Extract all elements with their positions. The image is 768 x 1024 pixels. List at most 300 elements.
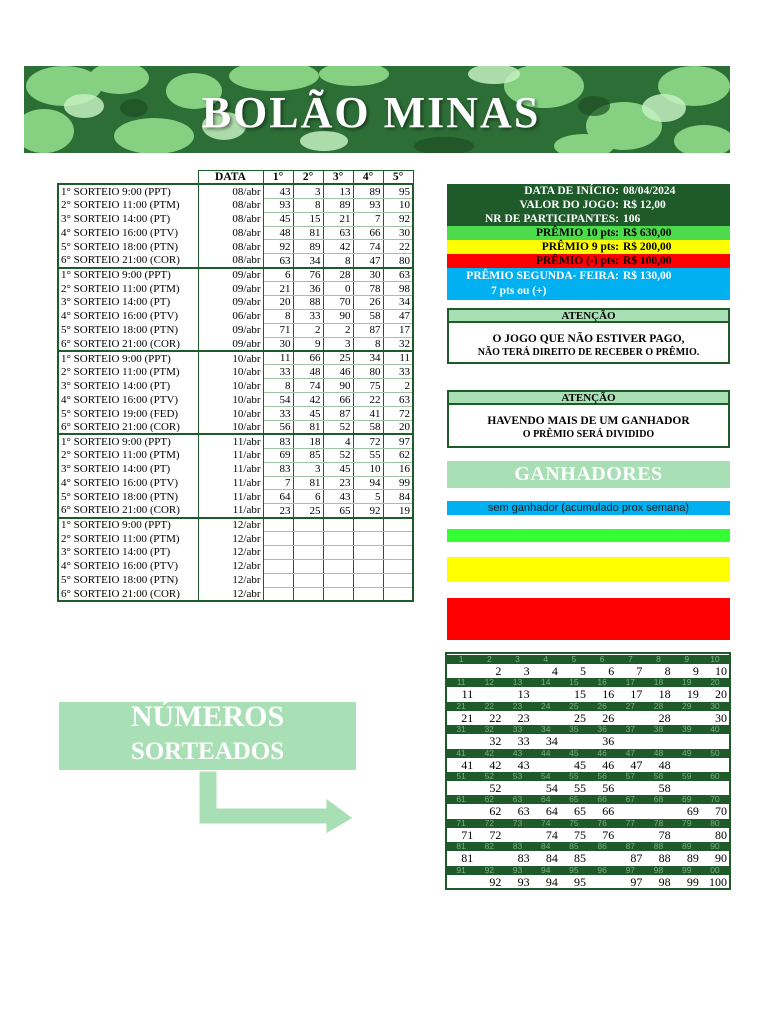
draw-name: 1° SORTEIO 9:00 (PPT) <box>58 518 198 532</box>
grid-drawn-number: 18 <box>658 687 671 702</box>
grid-drawn-number <box>588 851 616 865</box>
grid-drawn-number: 20 <box>715 687 728 702</box>
grid-guide-number: 84 <box>540 841 551 852</box>
grid-guide-number: 27 <box>625 700 636 711</box>
draw-name: 3° SORTEIO 14:00 (PT) <box>58 379 198 393</box>
grid-drawn-number <box>673 828 701 842</box>
draw-number: 74 <box>293 379 323 393</box>
draw-number: 48 <box>293 365 323 379</box>
draw-number: 34 <box>353 351 383 365</box>
grid-guide-row <box>447 702 729 711</box>
draw-row <box>58 351 413 365</box>
draw-date: 09/abr <box>198 337 263 351</box>
grid-guide-number: 3 <box>515 654 520 664</box>
draw-date: 09/abr <box>198 296 263 310</box>
draw-number: 41 <box>353 407 383 421</box>
grid-drawn-number <box>447 781 475 795</box>
grid-guide-number: 85 <box>569 841 579 852</box>
grid-drawn-number <box>503 828 531 842</box>
grid-drawn-number: 97 <box>630 874 643 889</box>
grid-drawn-number: 99 <box>686 874 699 889</box>
draw-name: 3° SORTEIO 14:00 (PT) <box>58 462 198 476</box>
draw-date: 10/abr <box>198 365 263 379</box>
grid-drawn-number: 42 <box>489 757 502 772</box>
draw-number: 72 <box>383 407 413 421</box>
draw-number: 16 <box>383 462 413 476</box>
draw-number: 75 <box>353 379 383 393</box>
header-num4: 4° <box>353 171 383 185</box>
grid-guide-number: 96 <box>597 864 607 875</box>
grid-drawn-number <box>532 758 560 772</box>
draw-row <box>58 184 413 198</box>
draw-number: 92 <box>263 240 293 254</box>
grid-drawn-number <box>673 734 701 748</box>
draw-row <box>58 518 413 532</box>
info-label: 7 pts ou (+) <box>491 285 547 297</box>
grid-drawn-row <box>447 687 729 701</box>
draw-number: 17 <box>383 323 413 337</box>
grid-guide-number: 45 <box>569 747 579 758</box>
draw-number: 66 <box>323 393 353 407</box>
grid-guide-number: 55 <box>569 771 579 781</box>
info-value: R$ 200,00 <box>623 241 672 253</box>
grid-drawn-number: 2 <box>495 664 502 678</box>
grid-guide-number: 28 <box>653 700 664 711</box>
grid-guide-number: 18 <box>653 677 664 688</box>
draw-number: 8 <box>293 198 323 212</box>
draw-number: 66 <box>353 226 383 240</box>
grid-guide-number: 66 <box>597 794 607 805</box>
banner-title: BOLÃO MINAS <box>201 88 541 137</box>
grid-guide-number: 38 <box>653 724 664 735</box>
grid-guide-number: 33 <box>512 724 523 735</box>
info-value: R$ 130,00 <box>623 270 672 282</box>
draw-number: 54 <box>263 393 293 407</box>
draw-number: 30 <box>263 337 293 351</box>
grid-guide-row <box>447 655 729 664</box>
draw-row <box>58 448 413 462</box>
grid-drawn-number: 84 <box>545 851 558 866</box>
draw-number <box>353 518 383 532</box>
draw-number: 87 <box>323 407 353 421</box>
grid-guide-row <box>447 866 729 875</box>
attention-line2: O PRÊMIO SERÁ DIVIDIDO <box>522 429 655 440</box>
draw-date: 12/abr <box>198 587 263 601</box>
info-value: 106 <box>623 213 641 225</box>
draw-number <box>293 546 323 560</box>
draw-row <box>58 309 413 323</box>
draw-number: 33 <box>383 365 413 379</box>
grid-guide-number: 75 <box>569 817 579 828</box>
arrow-right-icon <box>198 770 358 836</box>
draw-name: 6° SORTEIO 21:00 (COR) <box>58 504 198 518</box>
grid-guide-number: 6 <box>599 654 605 664</box>
winners-header: GANHADORES <box>447 461 730 488</box>
grid-guide-number: 00 <box>710 864 720 875</box>
draw-name: 4° SORTEIO 16:00 (PTV) <box>58 393 198 407</box>
grid-drawn-number: 8 <box>664 664 671 678</box>
draw-number: 71 <box>263 323 293 337</box>
draw-number <box>293 532 323 546</box>
draw-number: 43 <box>323 490 353 504</box>
grid-drawn-number <box>673 758 701 772</box>
grid-guide-row <box>447 842 729 851</box>
header-num1: 1° <box>263 171 293 185</box>
grid-drawn-number <box>588 875 616 889</box>
draw-row <box>58 421 413 435</box>
grid-guide-number: 80 <box>710 817 720 828</box>
grid-guide-number: 92 <box>484 864 495 875</box>
draw-number: 81 <box>293 226 323 240</box>
draw-number: 3 <box>293 184 323 198</box>
grid-guide-number: 71 <box>456 817 466 828</box>
draw-number: 93 <box>263 198 293 212</box>
grid-drawn-number: 56 <box>602 781 615 795</box>
header-num3: 3° <box>323 171 353 185</box>
grid-drawn-number: 90 <box>715 851 728 866</box>
info-label: PRÊMIO SEGUNDA- FEIRA: <box>466 270 619 282</box>
draw-date: 11/abr <box>198 476 263 490</box>
grid-drawn-row <box>447 875 729 889</box>
grid-guide-number: 22 <box>484 700 495 711</box>
draw-number: 10 <box>383 198 413 212</box>
draw-number <box>353 546 383 560</box>
draw-number: 52 <box>323 448 353 462</box>
draw-number: 98 <box>383 282 413 296</box>
draw-number: 18 <box>293 434 323 448</box>
grid-guide-number: 35 <box>569 724 579 735</box>
grid-drawn-number <box>447 875 475 889</box>
draw-number: 83 <box>263 434 293 448</box>
draw-name: 5° SORTEIO 18:00 (PTN) <box>58 490 198 504</box>
draw-number: 43 <box>263 184 293 198</box>
grid-drawn-number: 9 <box>692 664 699 678</box>
draw-name: 5° SORTEIO 18:00 (PTN) <box>58 240 198 254</box>
grid-guide-number: 10 <box>710 654 720 664</box>
grid-guide-number: 68 <box>653 794 664 805</box>
grid-guide-number: 89 <box>681 841 692 852</box>
grid-drawn-number: 87 <box>630 851 643 866</box>
grid-drawn-number: 64 <box>545 804 558 819</box>
grid-guide-number: 57 <box>625 771 636 781</box>
draw-name: 1° SORTEIO 9:00 (PPT) <box>58 351 198 365</box>
grid-drawn-number: 5 <box>580 664 587 678</box>
attention-header: ATENÇÃO <box>449 392 728 405</box>
draw-number: 66 <box>293 351 323 365</box>
grid-guide-number: 5 <box>571 654 577 664</box>
draw-date: 09/abr <box>198 323 263 337</box>
grid-drawn-number <box>447 664 475 678</box>
info-value: R$ 12,00 <box>623 199 666 211</box>
draw-number: 92 <box>383 212 413 226</box>
draw-number: 89 <box>293 240 323 254</box>
draw-date: 11/abr <box>198 448 263 462</box>
grid-guide-row <box>447 772 729 781</box>
draw-number <box>263 518 293 532</box>
grid-drawn-number <box>475 687 503 701</box>
grid-guide-number: 7 <box>627 654 633 664</box>
grid-drawn-number: 63 <box>517 804 530 819</box>
draw-number <box>323 559 353 573</box>
grid-guide-number: 50 <box>710 747 720 758</box>
draw-date: 10/abr <box>198 351 263 365</box>
draw-number <box>383 546 413 560</box>
grid-guide-number: 39 <box>681 724 692 735</box>
numeros-sorteados-box <box>59 702 356 770</box>
grid-drawn-row <box>447 758 729 772</box>
draw-date: 12/abr <box>198 532 263 546</box>
draw-number <box>293 518 323 532</box>
draw-number: 9 <box>293 337 323 351</box>
draw-name: 3° SORTEIO 14:00 (PT) <box>58 212 198 226</box>
draw-number: 93 <box>353 198 383 212</box>
draw-date: 11/abr <box>198 462 263 476</box>
draw-number <box>323 573 353 587</box>
draw-number: 72 <box>353 434 383 448</box>
draw-number: 80 <box>353 365 383 379</box>
attention-header: ATENÇÃO <box>449 310 728 323</box>
draw-number: 8 <box>263 309 293 323</box>
draw-row <box>58 296 413 310</box>
grid-drawn-number: 48 <box>658 757 671 772</box>
numeros-sorteados-line1: NÚMEROS <box>130 700 285 733</box>
grid-guide-number: 8 <box>656 654 661 664</box>
draws-header-row <box>58 171 413 185</box>
info-value: 08/04/2024 <box>623 185 676 197</box>
grid-guide-number: 46 <box>597 747 607 758</box>
draw-number: 89 <box>323 198 353 212</box>
grid-drawn-number: 62 <box>489 804 502 819</box>
grid-drawn-number: 72 <box>489 827 502 842</box>
draw-number <box>263 546 293 560</box>
grid-drawn-number: 55 <box>574 781 587 795</box>
grid-drawn-row <box>447 664 729 678</box>
header-num5: 5° <box>383 171 413 185</box>
draw-number: 55 <box>353 448 383 462</box>
grid-drawn-number: 71 <box>461 827 474 842</box>
grid-drawn-number <box>616 781 644 795</box>
grid-guide-number: 70 <box>710 794 720 805</box>
draw-number <box>263 532 293 546</box>
draw-date: 06/abr <box>198 309 263 323</box>
draw-row <box>58 337 413 351</box>
draw-row <box>58 476 413 490</box>
draw-row <box>58 407 413 421</box>
draw-row <box>58 254 413 268</box>
grid-guide-number: 12 <box>484 677 495 688</box>
draw-name: 1° SORTEIO 9:00 (PPT) <box>58 268 198 282</box>
grid-guide-number: 9 <box>684 654 690 664</box>
grid-guide-number: 93 <box>512 864 523 875</box>
grid-guide-number: 21 <box>456 700 466 711</box>
grid-guide-number: 56 <box>597 771 607 781</box>
draw-number <box>293 559 323 573</box>
grid-guide-number: 88 <box>653 841 664 852</box>
info-label: VALOR DO JOGO: <box>519 199 619 211</box>
grid-guide-number: 58 <box>653 771 664 781</box>
draw-number <box>263 559 293 573</box>
draw-number <box>293 573 323 587</box>
grid-guide-number: 20 <box>710 677 720 688</box>
info-row <box>447 226 730 240</box>
grid-drawn-number: 3 <box>523 664 530 678</box>
draw-number: 80 <box>383 254 413 268</box>
grid-drawn-number: 74 <box>545 827 558 842</box>
grid-guide-number: 60 <box>710 771 720 781</box>
grid-guide-number: 34 <box>540 724 551 735</box>
draw-number: 26 <box>353 296 383 310</box>
draw-row <box>58 226 413 240</box>
draw-number: 88 <box>293 296 323 310</box>
grid-drawn-number: 16 <box>602 687 615 702</box>
draw-number: 70 <box>323 296 353 310</box>
grid-guide-number: 78 <box>653 817 664 828</box>
grid-guide-number: 77 <box>625 817 636 828</box>
grid-drawn-number: 13 <box>517 687 530 702</box>
draw-number: 90 <box>323 309 353 323</box>
attention-line2: NÃO TERÁ DIREITO DE RECEBER O PRÊMIO. <box>477 347 700 358</box>
draw-number: 8 <box>353 337 383 351</box>
grid-guide-number: 52 <box>484 771 495 781</box>
attention-line1: HAVENDO MAIS DE UM GANHADOR <box>487 415 690 427</box>
draw-number: 56 <box>263 421 293 435</box>
draw-name: 4° SORTEIO 16:00 (PTV) <box>58 476 198 490</box>
grid-drawn-row <box>447 804 729 818</box>
draw-number: 52 <box>323 421 353 435</box>
grid-guide-number: 24 <box>540 700 551 711</box>
attention-line1: O JOGO QUE NÃO ESTIVER PAGO, <box>492 333 685 345</box>
draw-number: 8 <box>323 254 353 268</box>
draw-number <box>323 518 353 532</box>
draw-number: 11 <box>263 351 293 365</box>
draw-number: 30 <box>383 226 413 240</box>
grid-guide-number: 69 <box>681 794 692 805</box>
draw-number: 3 <box>293 462 323 476</box>
grid-drawn-number: 30 <box>715 710 728 725</box>
grid-guide-number: 43 <box>512 747 523 758</box>
grid-drawn-number <box>616 804 644 818</box>
grid-drawn-number: 28 <box>658 710 671 725</box>
grid-drawn-number <box>673 781 701 795</box>
numeros-sorteados-line2: SORTEADOS <box>130 738 285 765</box>
draw-number <box>353 587 383 601</box>
draw-date: 10/abr <box>198 393 263 407</box>
grid-drawn-number <box>701 734 729 748</box>
winners-yellow-bar <box>447 557 730 582</box>
winners-green-bar <box>447 529 730 542</box>
grid-guide-number: 26 <box>597 700 607 711</box>
draw-date: 09/abr <box>198 268 263 282</box>
draw-number: 58 <box>353 421 383 435</box>
draw-row <box>58 393 413 407</box>
draw-number: 0 <box>323 282 353 296</box>
grid-drawn-number: 54 <box>545 781 558 795</box>
draw-number: 95 <box>383 184 413 198</box>
grid-drawn-number: 7 <box>636 664 643 678</box>
grid-drawn-number: 43 <box>517 757 530 772</box>
info-value: R$ 100,00 <box>623 255 672 267</box>
grid-guide-number: 83 <box>512 841 523 852</box>
banner <box>24 66 730 153</box>
grid-drawn-number: 81 <box>461 851 474 866</box>
grid-drawn-row <box>447 711 729 725</box>
grid-drawn-number <box>503 781 531 795</box>
info-label: PRÊMIO (-) pts: <box>535 255 619 267</box>
grid-guide-number: 95 <box>569 864 579 875</box>
draw-number: 7 <box>353 212 383 226</box>
draw-number: 5 <box>353 490 383 504</box>
draw-number: 84 <box>383 490 413 504</box>
grid-guide-number: 74 <box>540 817 551 828</box>
grid-guide-number: 98 <box>653 864 664 875</box>
draw-number: 46 <box>323 365 353 379</box>
grid-drawn-number: 98 <box>658 874 671 889</box>
info-row <box>447 198 730 212</box>
draw-number: 63 <box>383 268 413 282</box>
draw-date: 08/abr <box>198 254 263 268</box>
grid-guide-number: 94 <box>540 864 551 875</box>
info-row <box>447 212 730 226</box>
draw-number: 25 <box>293 504 323 518</box>
grid-drawn-number <box>644 804 672 818</box>
draw-date: 08/abr <box>198 240 263 254</box>
draw-number: 20 <box>383 421 413 435</box>
grid-drawn-number: 83 <box>517 851 530 866</box>
grid-guide-number: 86 <box>597 841 607 852</box>
draw-date: 12/abr <box>198 518 263 532</box>
grid-drawn-number <box>644 734 672 748</box>
winners-blue-bar: sem ganhador (acumulado prox semana) <box>447 501 730 515</box>
draw-number: 45 <box>323 462 353 476</box>
grid-guide-number: 47 <box>625 747 636 758</box>
draw-number: 63 <box>323 226 353 240</box>
draw-number: 11 <box>383 351 413 365</box>
draw-number: 87 <box>353 323 383 337</box>
header-date: DATA <box>198 171 263 185</box>
grid-drawn-number: 17 <box>630 687 643 702</box>
draw-number: 74 <box>353 240 383 254</box>
grid-guide-number: 53 <box>512 771 523 781</box>
draw-number: 2 <box>383 379 413 393</box>
draw-number: 42 <box>323 240 353 254</box>
draw-number: 36 <box>293 282 323 296</box>
draw-row <box>58 532 413 546</box>
grid-guide-row <box>447 795 729 804</box>
draw-name: 3° SORTEIO 14:00 (PT) <box>58 296 198 310</box>
grid-drawn-number: 69 <box>686 804 699 819</box>
draw-number: 90 <box>323 379 353 393</box>
grid-guide-number: 16 <box>597 677 607 688</box>
draw-number <box>323 546 353 560</box>
draw-number: 94 <box>353 476 383 490</box>
draw-number: 99 <box>383 476 413 490</box>
grid-guide-number: 82 <box>484 841 495 852</box>
draw-date: 12/abr <box>198 559 263 573</box>
grid-guide-number: 59 <box>681 771 692 781</box>
grid-drawn-number: 4 <box>551 664 558 678</box>
grid-guide-number: 62 <box>484 794 495 805</box>
draw-number: 33 <box>263 365 293 379</box>
grid-guide-number: 91 <box>456 864 466 875</box>
grid-guide-number: 42 <box>484 747 495 758</box>
draw-date: 10/abr <box>198 407 263 421</box>
grid-drawn-number: 78 <box>658 827 671 842</box>
draw-number: 25 <box>323 351 353 365</box>
draw-row <box>58 587 413 601</box>
draw-number: 42 <box>293 393 323 407</box>
draw-name: 2° SORTEIO 11:00 (PTM) <box>58 448 198 462</box>
draw-row <box>58 462 413 476</box>
